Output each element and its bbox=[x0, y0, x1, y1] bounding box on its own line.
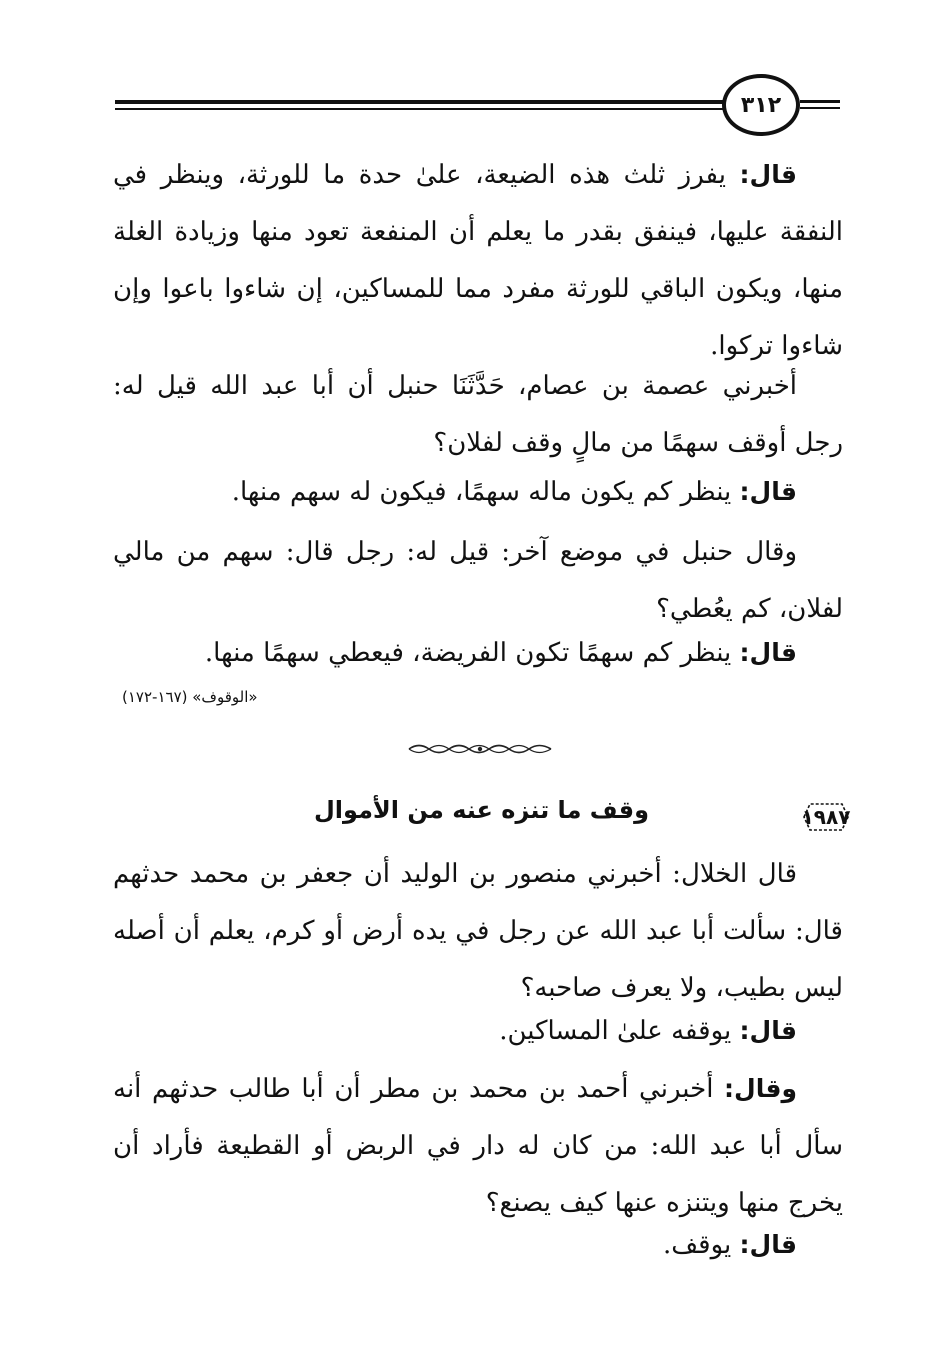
paragraph-lead: قال: bbox=[739, 638, 797, 667]
paragraph bbox=[113, 358, 843, 472]
header-rule-thin bbox=[115, 108, 725, 110]
paragraph bbox=[113, 624, 843, 682]
ornament-divider bbox=[405, 742, 555, 756]
paragraph bbox=[113, 524, 843, 638]
paragraph-text: أخبرني عصمة بن عصام، حَدَّثَنَا حنبل أن أبا عبد الله قيل له: رجل أوقف سهمًا من مالٍ وقف لفلان؟ bbox=[113, 371, 843, 458]
section-number: ١٩٨٧ bbox=[801, 805, 851, 829]
paragraph-text: أخبرني أحمد بن محمد بن مطر أن أبا طالب حدثهم أنه سأل أبا عبد الله: من كان له دار في الربض أو القطيعة فأراد أن يخرج منها ويتنزه عنها كيف يصنع؟ bbox=[113, 1074, 843, 1218]
paragraph bbox=[113, 1002, 843, 1060]
paragraph-text: يوقفه علىٰ المساكين. bbox=[499, 1016, 740, 1046]
paragraph-text: قال الخلال: أخبرني منصور بن الوليد أن جعفر بن محمد حدثهم قال: سألت أبا عبد الله عن رجل في يده أرض أو كرم، يعلم أن أصله ليس بطيب، ولا يعرف صاحبه؟ bbox=[113, 859, 843, 1003]
header-rule-right-thin bbox=[800, 107, 840, 109]
paragraph bbox=[113, 846, 843, 1017]
paragraph-lead: قال: bbox=[739, 160, 797, 189]
paragraph-lead: وقال: bbox=[724, 1074, 797, 1103]
paragraph-lead: قال: bbox=[739, 1016, 797, 1045]
paragraph-text: يوقف. bbox=[663, 1230, 740, 1260]
section-title: وقف ما تنزه عنه من الأموال bbox=[313, 796, 649, 824]
source-reference: «الوقوف» (١٦٧-١٧٢) bbox=[122, 688, 258, 706]
paragraph bbox=[113, 1060, 843, 1232]
page-number-text: ٣١٢ bbox=[740, 92, 782, 118]
paragraph-lead: قال: bbox=[739, 1230, 797, 1259]
paragraph-text: وقال حنبل في موضع آخر: قيل له: رجل قال: سهم من مالي لفلان، كم يعُطي؟ bbox=[113, 537, 843, 624]
paragraph-text: يفرز ثلث هذه الضيعة، علىٰ حدة ما للورثة، وينظر في النفقة عليها، فينفق بقدر ما يعلم أن المنفعة تعود منها وزيادة الغلة منها، ويكون الباقي للورثة مفرد مما للمساكين، إن شاءوا باعوا وإن شاءوا تركوا. bbox=[113, 160, 843, 361]
section-number-badge bbox=[796, 800, 856, 834]
page-number bbox=[722, 74, 800, 136]
paragraph bbox=[113, 1216, 843, 1274]
paragraph-lead: قال: bbox=[739, 477, 797, 506]
paragraph bbox=[113, 146, 843, 375]
paragraph-text: ينظر كم سهمًا تكون الفريضة، فيعطي سهمًا منها. bbox=[204, 638, 740, 668]
header-rule bbox=[115, 100, 725, 104]
header-rule-right bbox=[800, 100, 840, 103]
paragraph bbox=[113, 463, 843, 521]
paragraph-text: ينظر كم يكون ماله سهمًا، فيكون له سهم منها. bbox=[231, 477, 740, 507]
